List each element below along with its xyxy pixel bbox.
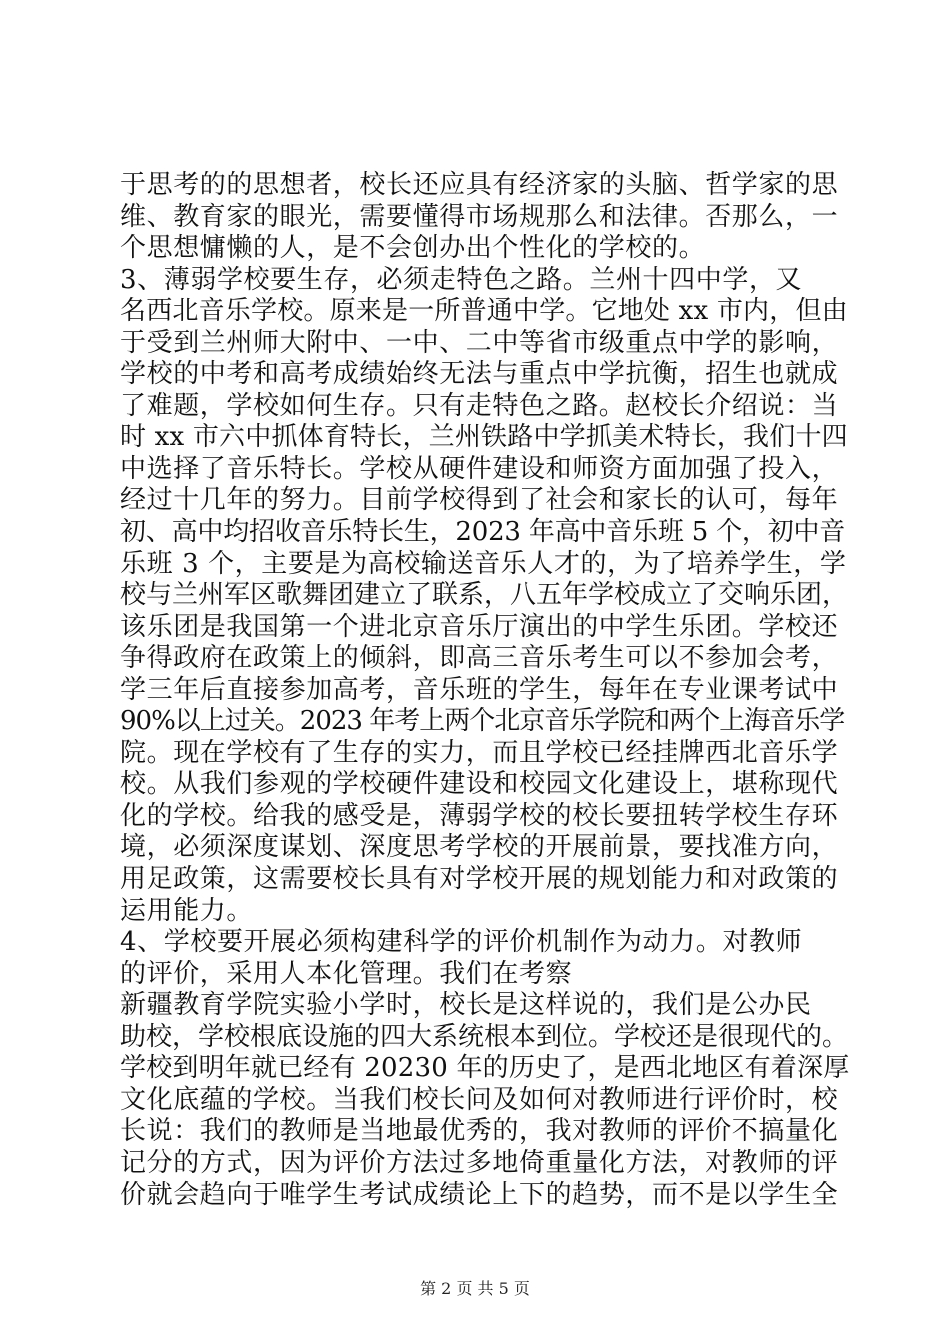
- text-line: 用足政策，这需要校长具有对学校开展的规划能力和对政策的: [120, 864, 839, 895]
- text-line: 初、高中均招收音乐特长生，2023 年高中音乐班 5 个，初中音: [120, 517, 846, 548]
- text-line: 中选择了音乐特长。学校从硬件建设和师资方面加强了投入，: [120, 453, 839, 484]
- text-line: 助校，学校根底设施的四大系统根本到位。学校还是很现代的。: [120, 1021, 849, 1052]
- text-line: 时 xx 市六中抓体育特长，兰州铁路中学抓美术特长，我们十四: [120, 422, 848, 453]
- body-text: [120, 170, 850, 1211]
- text-line: 化的学校。给我的感受是，薄弱学校的校长要扭转学校生存环: [120, 800, 839, 831]
- text-line: 维、教育家的眼光，需要懂得市场规那么和法律。否那么，一: [120, 201, 839, 232]
- text-line: 校。从我们参观的学校硬件建设和校园文化建设上，堪称现代: [120, 769, 839, 800]
- text-line: 学三年后直接参加高考，音乐班的学生，每年在专业课考试中: [120, 674, 839, 705]
- text-line: 学校的中考和高考成绩始终无法与重点中学抗衡，招生也就成: [120, 359, 839, 390]
- text-line: 该乐团是我国第一个进北京音乐厅演出的中学生乐团。学校还: [120, 611, 839, 642]
- text-line: 的评价，采用人本化管理。我们在考察: [120, 958, 573, 989]
- text-line: 经过十几年的努力。目前学校得到了社会和家长的认可，每年: [120, 485, 839, 516]
- text-line: 90%以上过关。2023 年考上两个北京音乐学院和两个上海音乐学: [120, 706, 845, 737]
- text-line: 境，必须深度谋划、深度思考学校的开展前景，要找准方向，: [120, 832, 839, 863]
- text-line: 名西北音乐学校。原来是一所普通中学。它地处 xx 市内，但由: [120, 296, 848, 327]
- text-line: 文化底蕴的学校。当我们校长问及如何对教师进行评价时，校: [120, 1084, 839, 1115]
- text-line: 新疆教育学院实验小学时，校长是这样说的，我们是公办民: [120, 990, 812, 1021]
- text-line: 运用能力。: [120, 895, 254, 926]
- page-footer: 第 2 页 共 5 页: [420, 1279, 530, 1298]
- text-line: 校与兰州军区歌舞团建立了联系，八五年学校成立了交响乐团，: [120, 580, 849, 611]
- text-line: 院。现在学校有了生存的实力，而且学校已经挂牌西北音乐学: [120, 737, 839, 768]
- text-line: 乐班 3 个，主要是为高校输送音乐人才的，为了培养学生，学: [120, 548, 847, 579]
- text-line: 于思考的的思想者，校长还应具有经济家的头脑、哲学家的思: [120, 170, 839, 200]
- text-line: 学校到明年就已经有 20230 年的历史了，是西北地区有着深厚: [120, 1053, 850, 1084]
- text-line: 于受到兰州师大附中、一中、二中等省市级重点中学的影响，: [120, 327, 839, 358]
- text-line: 了难题，学校如何生存。只有走特色之路。赵校长介绍说：当: [120, 390, 839, 421]
- text-line: 个思想慵懒的人，是不会创办出个性化的学校的。: [120, 233, 706, 264]
- text-line: 价就会趋向于唯学生考试成绩论上下的趋势，而不是以学生全: [120, 1179, 839, 1210]
- text-line: 4、学校要开展必须构建科学的评价机制作为动力。对教师: [120, 927, 803, 958]
- text-line: 争得政府在政策上的倾斜，即高三音乐考生可以不参加会考，: [120, 643, 839, 674]
- text-line: 3、薄弱学校要生存，必须走特色之路。兰州十四中学，又: [120, 264, 803, 295]
- text-line: 记分的方式，因为评价方法过多地倚重量化方法，对教师的评: [120, 1147, 839, 1178]
- text-line: 长说：我们的教师是当地最优秀的，我对教师的评价不搞量化: [120, 1116, 839, 1147]
